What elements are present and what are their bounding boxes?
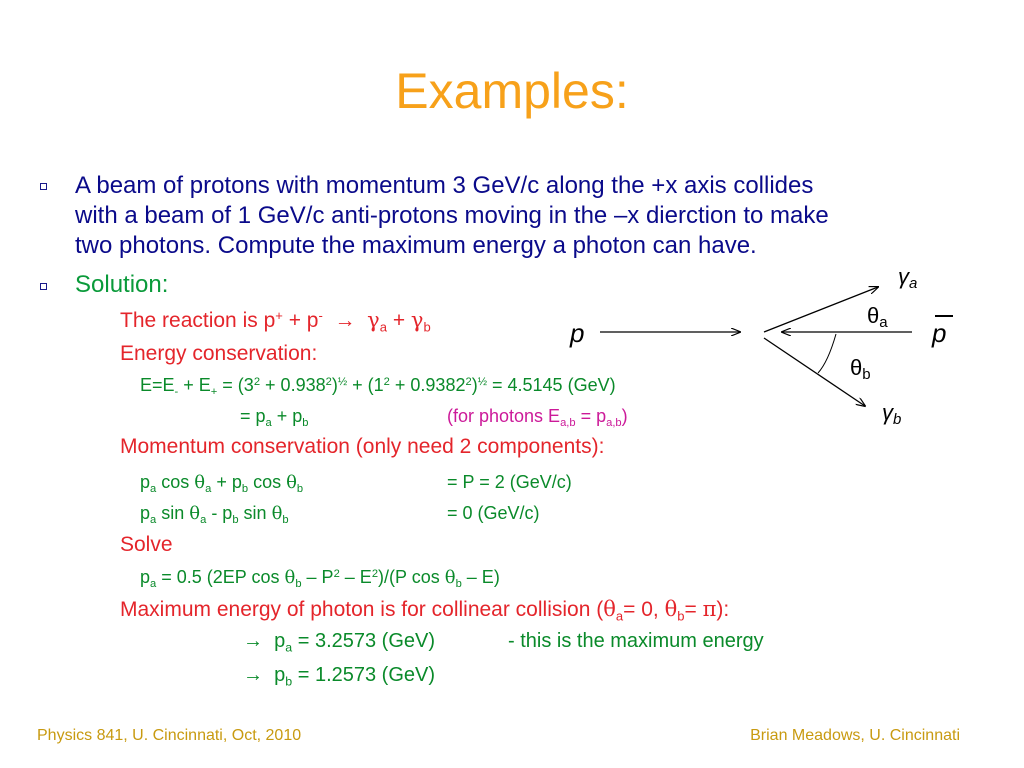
problem-text (75, 171, 829, 261)
energy-equation-2: = $p_a + p_b$ (240, 406, 309, 429)
reaction-line: The reaction is $p^+ + p^- \to \gamma_a + \gamma_b$ (120, 308, 431, 335)
gamma-b-label: γb (882, 400, 902, 428)
max-energy-line: Maximum energy of photon is for collinear collision ($\theta_a= 0$, $\theta_b= \pi$): (120, 597, 730, 624)
antiproton-label: p (932, 318, 947, 348)
result-b: → $p_b = 1.2573$ (GeV) (243, 664, 436, 689)
proton-label: p (570, 318, 585, 348)
result-a: → $p_a = 3.2573$ (GeV) (243, 630, 436, 655)
collision-diagram (560, 260, 980, 430)
arrow-icon: → (243, 630, 263, 652)
footer-right: Brian Meadows, U. Cincinnati (750, 727, 960, 744)
gamma-a-label: γa (898, 264, 918, 292)
arrow-icon: → (243, 664, 263, 686)
problem-line-2: with a beam of 1 GeV/c anti-protons moving in the –x dierction to make (75, 202, 829, 229)
momentum-equation-1: $p_a$ $\cos \theta_a + p_b$ $\cos \theta_b$ (140, 472, 304, 495)
slide-title: Examples: (395, 63, 629, 119)
momentum-equation-2: $p_a$ $\sin \theta_a - p_b$ $\sin \theta_b$ (140, 503, 289, 526)
problem-line-3: two photons. Compute the maximum energy a photon can have. (75, 232, 757, 259)
bullet-icon (40, 283, 47, 290)
solution-label: Solution: (75, 271, 169, 298)
result-a-note: - this is the maximum energy (508, 630, 764, 652)
photon-note: (for photons $E_{a,b} = p_{a,b}$) (447, 406, 628, 429)
solve-label: Solve (120, 533, 173, 556)
theta-a-label: θa (867, 303, 888, 331)
momentum-label: Momentum conservation (only need 2 components): (120, 435, 605, 458)
footer-left: Physics 841, U. Cincinnati, Oct, 2010 (37, 727, 302, 744)
problem-line-1: A beam of protons with momentum 3 GeV/c along the +x axis collides (75, 172, 814, 199)
gamma-a-arrow (764, 287, 878, 332)
energy-equation: $E=E_- + E_+ = (3^2 + 0.938^2)^{\frac{1}{2}} + (1^2 + 0.9382^2)^{\frac{1}{2}} = 4.5145$ (GeV) (140, 375, 616, 398)
energy-label: Energy conservation: (120, 342, 318, 365)
momentum-rhs-2: = 0 (GeV/c) (447, 503, 540, 523)
solve-equation: $p_a = 0.5$ (2EP $\cos \theta_b - P^2 - E^2)/(P$ $\cos \theta_b - E$) (140, 567, 500, 590)
theta-b-arc (818, 334, 836, 373)
arrow-icon: → (334, 309, 356, 333)
bullet-icon (40, 183, 47, 190)
theta-b-label: θb (850, 355, 871, 383)
momentum-rhs-1: = P = 2 (GeV/c) (447, 472, 572, 492)
